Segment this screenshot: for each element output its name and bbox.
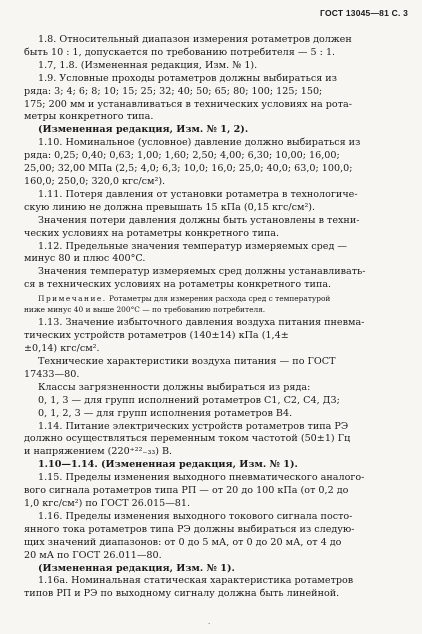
note-text: Ротаметры для измерения расхода сред с температурой <box>106 294 331 304</box>
text-line: минус 80 и плюс 400°C. <box>24 253 146 265</box>
text-line: 0, 1, 3 — для групп исполнений ротаметров С1, С2, С4, Д3; <box>38 394 340 406</box>
text-line: ±0,14) кгс/см². <box>24 343 100 355</box>
text-line: 1.10. Номинальное (условное) давление должно выбираться из <box>38 137 361 149</box>
text-line: метры конкретного типа. <box>24 111 154 123</box>
text-line: 1,0 кгс/см²) по ГОСТ 26.015—81. <box>24 498 191 509</box>
text-line: 160,0; 250,0; 320,0 кгс/см²). <box>24 175 166 187</box>
scan-mark: · <box>208 620 211 628</box>
page-header <box>24 8 408 18</box>
text-line: должно осуществляться переменным током частотой (50±1) Гц <box>24 433 351 445</box>
note-label: Примечание. <box>38 294 107 304</box>
text-line: янного тока ротаметров типа РЭ должны выбираться из следую- <box>24 523 355 535</box>
amendment-note: 1.10—1.14. (Измененная редакция, Изм. № 1). <box>38 459 298 471</box>
text-line: 1.13. Значение избыточного давления воздуха питания пневма- <box>38 317 365 329</box>
text-line: быть 10 : 1, допускается по требованию потребителя — 5 : 1. <box>24 46 336 58</box>
amendment-note: (Измененная редакция, Изм. № 1, 2). <box>38 124 249 136</box>
text-line: 20 мА по ГОСТ 26.011—80. <box>24 549 162 561</box>
note-line: ниже минус 40 и выше 200°C — по требованию потребителя. <box>24 304 266 314</box>
text-line: и напряжением (220⁺²²₋₃₃) В. <box>24 446 173 458</box>
amendment-note: 1.7, 1.8. (Измененная редакция, Изм. № 1). <box>38 59 258 71</box>
text-line: 1.15. Пределы изменения выходного пневматического аналого- <box>38 472 365 484</box>
text-line: 1.9. Условные проходы ротаметров должны выбираться из <box>38 72 337 84</box>
text-line: ческих условиях на ротаметры конкретного типа. <box>24 227 279 239</box>
text-line: Значения температур измеряемых сред должны устанавливать- <box>38 266 366 278</box>
text-line: 1.16а. Номинальная статическая характеристика ротаметров <box>38 575 354 587</box>
text-line: типов РП и РЭ по выходному сигналу должна быть линейной. <box>24 588 340 600</box>
note-line <box>24 294 408 305</box>
text-line: Классы загрязненности должны выбираться из ряда: <box>38 381 311 393</box>
text-line: 1.11. Потеря давления от установки ротаметра в технологиче- <box>38 188 358 200</box>
amendment-note: (Измененная редакция, Изм. № 1). <box>38 562 235 574</box>
page-number: С. 3 <box>391 8 408 18</box>
text-line: 1.8. Относительный диапазон измерения ротаметров должен <box>38 34 352 45</box>
text-line: 17433—80. <box>24 368 80 380</box>
text-line: ряда: 3; 4; 6; 8; 10; 15; 25; 32; 40; 50; 65; 80; 100; 125; 150; <box>24 85 323 97</box>
text-line: 0, 1, 2, 3 — для групп исполнения ротаметров В4. <box>38 407 293 419</box>
text-line: вого сигнала ротаметров типа РП — от 20 до 100 кПа (от 0,2 до <box>24 485 349 497</box>
text-line: тических устройств ротаметров (140±14) кПа (1,4± <box>24 330 289 342</box>
text-line: щих значений диапазонов: от 0 до 5 мА, от 0 до 20 мА, от 4 до <box>24 536 342 548</box>
standard-number: ГОСТ 13045—81 <box>320 8 390 18</box>
text-line: 1.14. Питание электрических устройств ротаметров типа РЭ <box>38 420 349 432</box>
text-line: 1.16. Пределы изменения выходного токового сигнала посто- <box>38 510 353 522</box>
text-line: Значения потери давления должны быть установлены в техни- <box>38 214 360 226</box>
text-line: ряда: 0,25; 0,40; 0,63; 1,00; 1,60; 2,50; 4,00; 6,30; 10,00; 16,00; <box>24 150 340 162</box>
text-line: 1.12. Предельные значения температур измеряемых сред — <box>38 240 348 252</box>
text-line: скую линию не должна превышать 15 кПа (0,15 кгс/см²). <box>24 201 316 213</box>
text-line: 175; 200 мм и устанавливаться в технических условиях на рота- <box>24 98 352 110</box>
text-line: Технические характеристики воздуха питания — по ГОСТ <box>38 356 336 368</box>
text-line: 25,00; 32,00 МПа (2,5; 4,0; 6,3; 10,0; 16,0; 25,0; 40,0; 63,0; 100,0; <box>24 163 353 175</box>
text-line: ся в технических условиях на ротаметры конкретного типа. <box>24 279 332 291</box>
